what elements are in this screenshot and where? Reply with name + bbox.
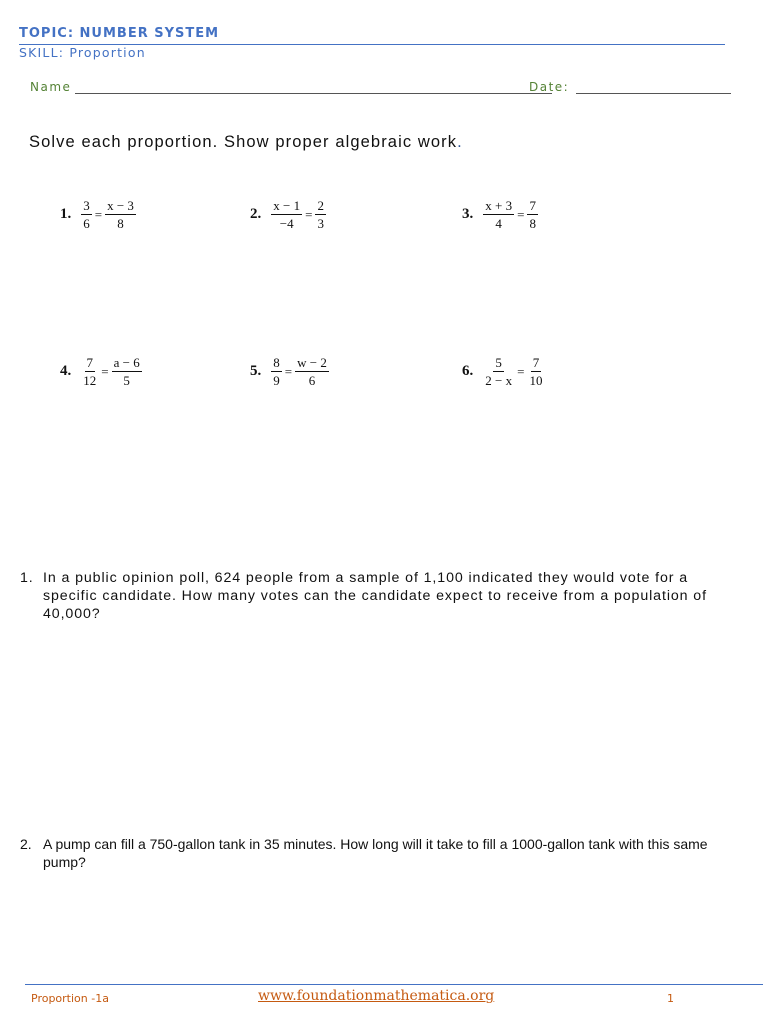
problem-number: 4. xyxy=(60,363,72,379)
numerator: 7 xyxy=(529,198,536,213)
numerator: 5 xyxy=(495,355,502,370)
name-date-row xyxy=(30,80,735,98)
date-blank-line xyxy=(576,93,731,94)
page-number: 1 xyxy=(667,992,674,1005)
left-fraction xyxy=(271,198,302,231)
denominator: 4 xyxy=(495,216,502,231)
denominator: 10 xyxy=(529,373,543,388)
name-blank-line xyxy=(75,93,552,94)
left-fraction xyxy=(483,198,514,231)
footer-worksheet-label: Proportion -1a xyxy=(31,992,109,1005)
numerator: x − 1 xyxy=(273,198,301,213)
right-fraction xyxy=(295,355,329,388)
denominator: 5 xyxy=(123,373,130,388)
left-fraction xyxy=(81,355,98,388)
equals-sign: = xyxy=(101,363,109,379)
word-problem-text: In a public opinion poll, 624 people from a sample of 1,100 indicated they would vote for a specific candidate. How many votes can the candidate expect to receive from a population of 40,000? xyxy=(43,570,707,622)
numerator: 7 xyxy=(86,355,93,370)
right-fraction xyxy=(527,355,544,388)
equals-sign: = xyxy=(517,363,525,379)
denominator: 6 xyxy=(83,216,90,231)
right-fraction xyxy=(105,198,136,231)
right-fraction xyxy=(527,198,538,231)
footer-website-link[interactable]: www.foundationmathematica.org xyxy=(258,988,495,1004)
numerator: 3 xyxy=(83,198,90,213)
numerator: 7 xyxy=(532,355,540,370)
denominator: −4 xyxy=(279,216,294,231)
left-fraction xyxy=(271,355,282,388)
left-fraction xyxy=(81,198,92,231)
numerator: 2 xyxy=(317,198,324,213)
equals-sign: = xyxy=(305,206,313,222)
word-problem-text: A pump can fill a 750-gallon tank in 35 minutes. How long will it take to fill a 1000-gallon tank with this same pump? xyxy=(43,836,708,870)
instructions-text: Solve each proportion. Show proper algebraic work xyxy=(29,133,458,151)
problem-3 xyxy=(462,198,538,231)
problem-number: 3. xyxy=(462,206,474,222)
problem-5 xyxy=(250,355,329,388)
denominator: 3 xyxy=(317,216,324,231)
problem-2 xyxy=(250,198,326,231)
denominator: 12 xyxy=(83,373,97,388)
footer-divider xyxy=(25,984,763,985)
numerator: w − 2 xyxy=(297,355,327,370)
equals-sign: = xyxy=(284,363,293,379)
name-label: Name xyxy=(30,80,72,94)
denominator: 9 xyxy=(273,373,280,388)
numerator: 8 xyxy=(273,355,280,370)
problem-number: 6. xyxy=(462,363,474,379)
topic-heading: TOPIC: NUMBER SYSTEM xyxy=(19,26,220,41)
right-fraction xyxy=(112,355,142,388)
denominator: 8 xyxy=(529,216,536,231)
numerator: x − 3 xyxy=(107,198,134,213)
instructions-period: . xyxy=(457,133,463,151)
problem-number: 1. xyxy=(60,206,72,222)
word-problem-number: 1. xyxy=(20,570,34,586)
problem-number: 5. xyxy=(250,363,262,379)
problem-1 xyxy=(60,198,136,231)
denominator: 6 xyxy=(308,373,316,388)
date-label: Date: xyxy=(529,80,570,94)
left-fraction xyxy=(483,355,514,388)
instructions xyxy=(29,133,463,152)
numerator: x + 3 xyxy=(485,198,513,213)
right-fraction xyxy=(315,198,326,231)
problem-6 xyxy=(462,355,544,388)
problem-number: 2. xyxy=(250,206,262,222)
problem-4 xyxy=(60,355,142,388)
equals-sign: = xyxy=(94,206,103,222)
numerator: a − 6 xyxy=(113,355,140,370)
word-problem-number: 2. xyxy=(20,836,32,852)
equals-sign: = xyxy=(517,206,525,222)
denominator: 2 − x xyxy=(485,373,513,388)
denominator: 8 xyxy=(117,216,124,231)
skill-heading: SKILL: Proportion xyxy=(19,45,146,60)
